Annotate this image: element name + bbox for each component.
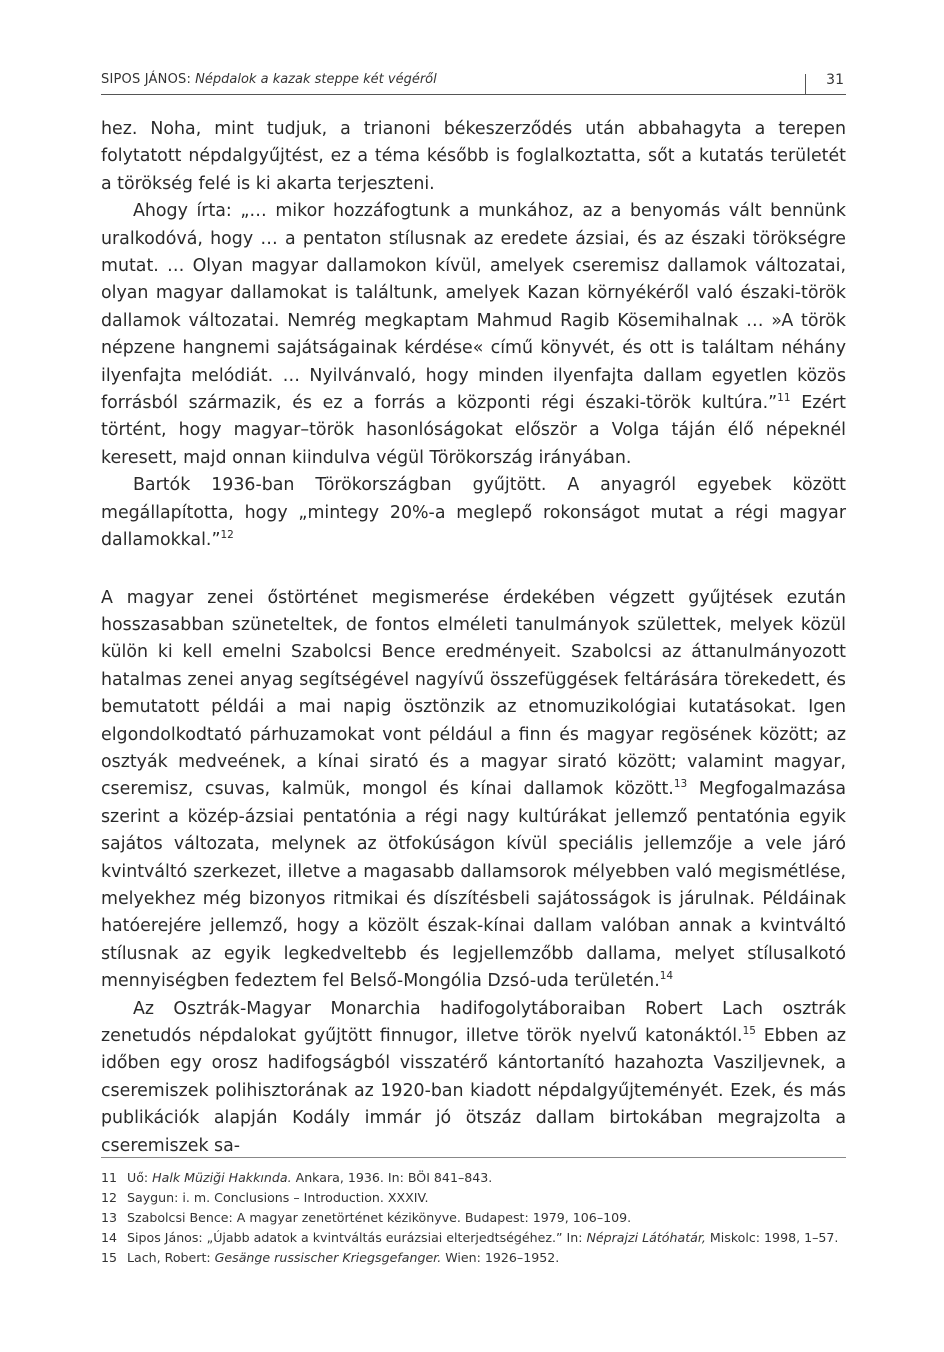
section-gap xyxy=(101,555,846,585)
running-header xyxy=(101,72,846,95)
footnote-15: 15 Lach, Robert: Gesänge russischer Kriegsgefanger. Wien: 1926–1952. xyxy=(101,1250,560,1265)
footnote-11: 11 Uő: Halk Müziği Hakkında. Ankara, 1936. In: BÖI 841–843. xyxy=(101,1170,493,1185)
header-divider xyxy=(805,74,806,94)
page-number: 31 xyxy=(826,72,844,88)
footnote-14: 14 Sipos János: „Újabb adatok a kvintváltás eurázsiai elterjedtségéhez.” In: Néprajzi Látóhatár, Miskolc: 1998, 1–57. xyxy=(101,1230,839,1245)
footnotes xyxy=(101,1168,846,1268)
paragraph-2: Ahogy írta: „… mikor hozzáfogtunk a munkához, az a benyomás vált bennünk uralkodóvá, hogy … a pentaton stílusnak az eredete ázsiai, és az északi törökségre mutat. … Olyan magyar dallamokon kívül, amelyek cseremisz dallamok változatai, olyan magyar dallamokat is találtunk, amelyek Kazan környékéről való északi-török dallamok változatai. Nemrég megkaptam Mahmud Ragib Kösemihalnak … »A török népzene hangnemi sajátságainak kérdése« című könyvét, és ott is találtam néhány ilyenfajta melódiát. … Nyilvánvaló, hogy minden ilyenfajta dallam egyetlen közös forrásból származik, és ez a forrás a központi régi északi-török kultúra.”$^{11}$ Ezért történt, hogy magyar–török hasonlóságokat először a Volga táján élő népeknél keresett, majd onnan kiindulva végül Törökország irányában. xyxy=(101,201,846,468)
paragraph-3: Bartók 1936-ban Törökországban gyűjtött. A anyagról egyebek között megállapította, hogy „mintegy 20%-a meglepő rokonságot mutat a régi magyar dallamokkal.”$^{12}$ xyxy=(101,475,846,551)
footnote-13: 13 Szabolcsi Bence: A magyar zenetörténet kézikönyve. Budapest: 1979, 106–109. xyxy=(101,1210,632,1225)
footnote-12: 12 Saygun: i. m. Conclusions – Introduction. XXXIV. xyxy=(101,1190,429,1205)
footnote-ref-13[interactable]: 13 xyxy=(673,778,688,791)
paragraph-4: A magyar zenei őstörténet megismerése érdekében végzett gyűjtések ezután hosszasabban szüneteltek, de fontos elméleti tanulmányok születtek, melyek közül külön ki kell emelni Szabolcsi Bence eredményeit. Szabolcsi az áttanulmányozott hatalmas zenei anyag segítségével nagyívű összefüggések feltárására törekedett, és bemutatott példái a mai napig ösztönzik az etnomuzikológiai kutatásokat. Igen elgondolkodtató párhuzamokat vont például a finn és magyar regösének között; az osztyák medveének, a kínai sirató és a magyar sirató között; valamint magyar, cseremisz, csuvas, kalmük, mongol és kínai dallamok között.$^{13}$ Megfogalmazása szerint a közép-ázsiai pentatónia a régi nagy kultúrákat jellemző pentatónia egyik sajátos változata, melynek az ötfokúságon kívül speciális jellemzője a vele járó kvintváltó szerkezet, illetve a magasabb dallamsorok mélyebben való megismétlése, melyekhez még bizonyos ritmikai és díszítésbeli sajátosságok is járulnak. Példáinak hatóerejére jellemző, hogy a közölt észak-kínai dallam valóban annak a kvintváltó stílusnak az egyik legkedveltebb és legjellemzőbb dallama, melyet stílusalkotó mennyiségben fedeztem fel Belső-Mongólia Dzsó-uda területén.$^{14}$ xyxy=(101,587,846,992)
footnote-ref-15[interactable]: 15 xyxy=(742,1025,756,1037)
footnote-ref-11[interactable]: 11 xyxy=(777,392,791,405)
footnote-ref-12[interactable]: 12 xyxy=(220,529,234,542)
footnote-rule xyxy=(101,1157,846,1158)
header-author: SIPOS JÁNOS: xyxy=(101,72,192,87)
body-text xyxy=(101,116,846,1160)
header-title: Népdalok a kazak steppe két végéről xyxy=(195,72,437,87)
footnote-ref-14[interactable]: 14 xyxy=(659,970,674,983)
paragraph-1: hez. Noha, mint tudjuk, a trianoni békeszerződés után abbahagyta a terepen folytatott népdalgyűjtést, ez a téma később is foglalkoztatta, sőt a kutatás területét a törökség felé is ki akarta terjeszteni. xyxy=(101,119,846,194)
paragraph-5: Az Osztrák-Magyar Monarchia hadifogolytáboraiban Robert Lach osztrák zenetudós népdalokat gyűjtött finnugor, illetve török nyelvű katonáktól.$^{15}$ Ebben az időben egy orosz hadifogságból visszatérő kántortanító hazahozta Vasziljevnek, a cseremiszek polihisztorának az 1920-ban kiadott népdalgyűjteményét. Ezek, és más publikációk alapján Kodály immár jó ötszáz dallam birtokában megrajzolta a cseremiszek sa- xyxy=(101,998,846,1156)
